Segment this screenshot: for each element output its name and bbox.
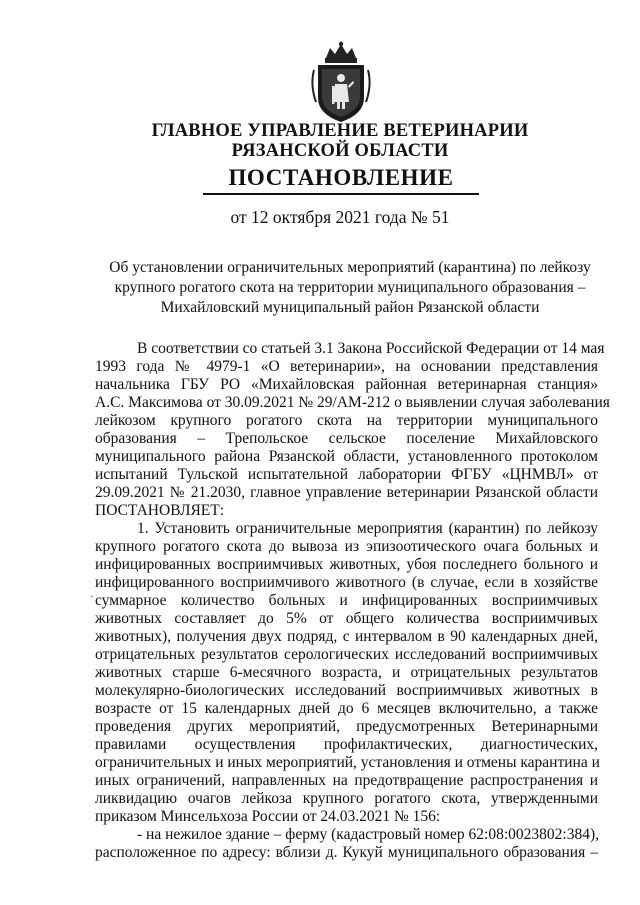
organization-name: ГЛАВНОЕ УПРАВЛЕНИЕ ВЕТЕРИНАРИИ xyxy=(151,121,529,141)
subject-line: Об установлении ограничительных мероприятий (карантина) по лейкозу xyxy=(109,259,591,276)
clause-1-line: животных старше 6-месячного возраста, и отрицательных результатов xyxy=(95,664,598,681)
clause-1-line: инфицированного восприимчивого животного (в случае, если в хозяйстве xyxy=(95,574,598,591)
title-underline xyxy=(203,193,479,195)
subject-line: крупного рогатого скота на территории муниципального образования – xyxy=(114,279,586,296)
document-type-title: ПОСТАНОВЛЕНИЕ xyxy=(228,165,454,190)
clause-1-line: молекулярно-биологических исследований восприимчивых животных в xyxy=(95,682,598,699)
clause-1-line: приказом Минсельхоза России от 24.03.2021 № 156: xyxy=(95,808,441,825)
document-date-number: от 12 октября 2021 года № 51 xyxy=(230,207,450,227)
body-line: испытаний Тульской испытательной лаборатории ФГБУ «ЦНМВЛ» от xyxy=(95,466,598,483)
clause-1-line: животных), получения двух подряд, с интервалом в 90 календарных дней, xyxy=(95,628,598,645)
body-line: В соответствии со статьей 3.1 Закона Российской Федерации от 14 мая xyxy=(137,340,605,357)
clause-1-line: крупного рогатого скота до вывоза из эпизоотического очага больных и xyxy=(95,538,598,555)
clause-1-line: проведения других мероприятий, предусмотренных Ветеринарными xyxy=(95,718,598,735)
clause-1-line: животных составляет до 5% от общего количества восприимчивых xyxy=(95,610,598,627)
organization-region: РЯЗАНСКОЙ ОБЛАСТИ xyxy=(231,141,449,161)
clause-1-line: ограничительных и иных мероприятий, установления и отмены карантина и xyxy=(95,754,600,771)
body-line: А.С. Максимова от 30.09.2021 № 29/АМ-212 о выявлении случая заболевания xyxy=(95,394,610,411)
clause-1-line: отрицательных результатов серологических исследований восприимчивых xyxy=(95,646,598,663)
body-line: 1993 года № 4979-1 «О ветеринарии», на основании представления xyxy=(95,358,598,375)
body-line: лейкозом крупного рогатого скота на территории муниципального xyxy=(95,412,598,429)
body-line: муниципального района Рязанской области, установленного протоколом xyxy=(95,448,598,465)
clause-1-item-line: расположенное по адресу: вблизи д. Кукуй муниципального образования – xyxy=(95,844,598,861)
clause-1-line: правилами осуществления профилактических, диагностических, xyxy=(95,736,598,753)
clause-1-line: возрасте от 15 календарных дней до 6 месяцев включительно, а также xyxy=(95,700,598,717)
body-line-resolves: ПОСТАНОВЛЯЕТ: xyxy=(95,502,225,519)
clause-1-line: иных ограничений, направленных на предотвращение распространения и xyxy=(95,772,598,789)
body-line: начальника ГБУ РО «Михайловская районная ветеринарная станция» xyxy=(95,376,598,393)
coat-of-arms-icon xyxy=(308,40,374,124)
body-line: 29.09.2021 № 21.2030, главное управление ветеринарии Рязанской области xyxy=(95,484,598,501)
clause-1-line: ликвидацию очагов лейкоза крупного рогатого скота, утвержденными xyxy=(95,790,598,807)
clause-1-line: инфицированных восприимчивых животных, убоя последнего больного и xyxy=(95,556,598,573)
body-line: образования – Трепольское сельское поселение Михайловского xyxy=(95,430,598,447)
subject-line: Михайловский муниципальный район Рязанской области xyxy=(160,299,540,316)
clause-1-line: 1. Установить ограничительные мероприятия (карантин) по лейкозу xyxy=(137,520,598,537)
margin-mark-dot: · xyxy=(90,591,94,603)
clause-1-item-line: - на нежилое здание – ферму (кадастровый номер 62:08:0023802:384), xyxy=(137,826,600,843)
clause-1-line: суммарное количество больных и инфицированных восприимчивых xyxy=(95,592,598,609)
